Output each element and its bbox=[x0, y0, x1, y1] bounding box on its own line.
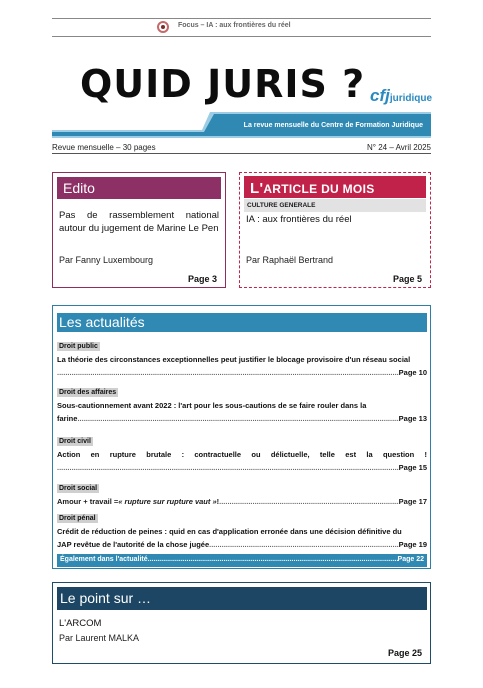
toc-entry-text: La théorie des circonstances exceptionnelles peut justifier le blocage provisoire d'un réseau social bbox=[57, 355, 411, 364]
toc-category: Droit pénal bbox=[59, 515, 96, 522]
point-sur-author: Par Laurent MALKA bbox=[59, 633, 140, 643]
toc-section-droit-affaires[interactable] bbox=[57, 381, 427, 424]
point-sur-heading: Le point sur … bbox=[57, 587, 427, 610]
toc-page: Page 10 bbox=[398, 368, 427, 377]
toc-leader bbox=[57, 462, 427, 473]
toc-category: Droit public bbox=[59, 343, 98, 350]
target-logo-icon bbox=[157, 21, 169, 33]
edito-heading: Edito bbox=[57, 177, 221, 199]
also-in-news-label: Également dans l'actualité bbox=[60, 556, 148, 563]
brand-logo-part2: juridique bbox=[389, 93, 433, 104]
masthead-title: QUID JURIS ? bbox=[80, 62, 366, 106]
toc-page: Page 13 bbox=[398, 414, 427, 423]
brand-logo-part1: cfj bbox=[370, 86, 390, 105]
article-heading-initial: L' bbox=[250, 180, 264, 197]
toc-section-droit-social[interactable] bbox=[57, 477, 427, 509]
toc-section-droit-public[interactable] bbox=[57, 335, 427, 378]
edito-page[interactable]: Page 3 bbox=[187, 274, 217, 284]
toc-section-droit-civil[interactable] bbox=[57, 430, 427, 473]
toc-entry-text-end: JAP revêtue de l'autorité de la chose jugée bbox=[57, 540, 210, 549]
toc-entry-text: Crédit de réduction de peines : quid en cas d'application erronée dans une décision définitive du bbox=[57, 527, 402, 536]
edito-title: Pas de rassemblement national autour du jugement de Marine Le Pen bbox=[59, 210, 219, 234]
point-sur-box[interactable] bbox=[52, 582, 431, 664]
toc-entry-text-end: farine bbox=[57, 414, 78, 423]
tagline-band bbox=[52, 112, 431, 138]
toc-entry-suffix: ! bbox=[216, 497, 220, 506]
toc-leader bbox=[57, 539, 427, 550]
toc-page: Page 15 bbox=[398, 463, 427, 472]
issue-info bbox=[52, 140, 431, 154]
article-page[interactable]: Page 5 bbox=[392, 274, 422, 284]
actualites-box bbox=[52, 305, 431, 569]
brand-logo bbox=[370, 86, 432, 106]
also-in-news-bar[interactable] bbox=[57, 554, 427, 567]
actualites-heading: Les actualités bbox=[57, 313, 427, 332]
toc-category: Droit social bbox=[59, 485, 98, 492]
toc-entry-text: Action en rupture brutale : contractuelle ou délictuelle, telle est la question ! bbox=[57, 450, 427, 459]
issue-number: N° 24 – Avril 2025 bbox=[367, 143, 431, 152]
running-header-text: Focus – IA : aux frontières du réel bbox=[178, 22, 291, 29]
toc-leader bbox=[57, 413, 427, 424]
article-du-mois-box[interactable] bbox=[239, 172, 431, 288]
toc-entry-text: Sous-cautionnement avant 2022 : l'art pour les sous-cautions de se faire rouler dans la bbox=[57, 401, 367, 410]
also-in-news-page: Page 22 bbox=[397, 556, 424, 563]
toc-leader bbox=[57, 367, 427, 378]
article-rubric: CULTURE GENERALE bbox=[244, 199, 426, 212]
article-heading-rest: ARTICLE DU MOIS bbox=[263, 182, 375, 196]
issue-frequency: Revue mensuelle – 30 pages bbox=[52, 143, 156, 152]
article-author: Par Raphaël Bertrand bbox=[246, 255, 334, 265]
running-header-bar bbox=[52, 18, 431, 37]
toc-page: Page 19 bbox=[398, 540, 427, 549]
point-sur-page[interactable]: Page 25 bbox=[387, 648, 422, 658]
toc-category: Droit civil bbox=[59, 438, 91, 445]
article-heading bbox=[244, 176, 426, 198]
edito-box[interactable] bbox=[52, 172, 226, 288]
point-sur-title: L'ARCOM bbox=[59, 618, 102, 629]
toc-category: Droit des affaires bbox=[59, 389, 117, 396]
toc-entry-quote: « rupture sur rupture vaut » bbox=[118, 497, 217, 506]
edito-author: Par Fanny Luxembourg bbox=[59, 255, 154, 265]
article-title: IA : aux frontières du réel bbox=[246, 214, 352, 225]
toc-page: Page 17 bbox=[398, 497, 427, 506]
toc-entry-text: Amour + travail = bbox=[57, 497, 119, 506]
tagline-text: La revue mensuelle du Centre de Formation Juridique bbox=[243, 122, 423, 129]
toc-section-droit-penal[interactable] bbox=[57, 507, 427, 550]
